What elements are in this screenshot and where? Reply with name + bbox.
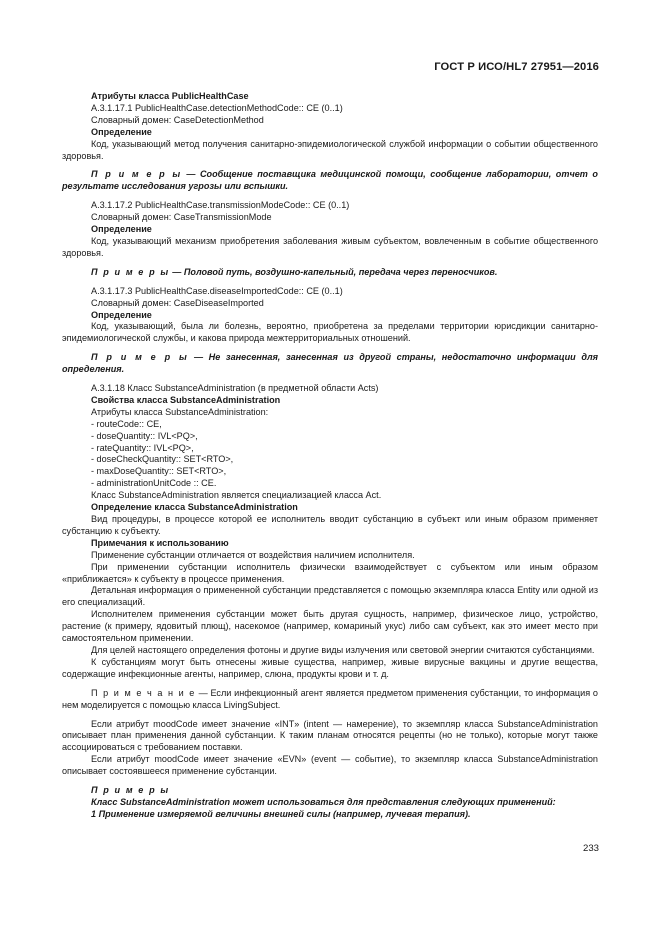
- example-text: — Не занесенная, занесенная из другой страны, недостаточно информации для определения.: [62, 352, 598, 375]
- attribute-item: - administrationUnitCode :: CE.: [91, 478, 217, 489]
- examples-item: 1 Применение измеряемой величины внешней силы (например, лучевая терапия).: [91, 808, 471, 819]
- note-paragraph: [62, 688, 598, 712]
- specialization-text: Класс SubstanceAdministration является специализацией класса Act.: [91, 490, 382, 501]
- attribute-line: A.3.1.17.1 PublicHealthCase.detectionMethodCode:: CE (0..1): [91, 102, 343, 113]
- attribute-item: - rateQuantity:: IVL<PQ>,: [91, 442, 194, 453]
- definition-label: Определение: [91, 224, 152, 235]
- attribute-item: - doseCheckQuantity:: SET<RTO>,: [91, 454, 234, 465]
- attributes-label: Атрибуты класса SubstanceAdministration:: [91, 406, 269, 417]
- examples-label: [62, 785, 598, 797]
- example-label: П р и м е р ы: [91, 266, 170, 277]
- example-text: — Половой путь, воздушно-капельный, передача через переносчиков.: [169, 266, 498, 277]
- document-header: ГОСТ Р ИСО/HL7 27951—2016: [434, 61, 599, 73]
- section-heading: Атрибуты класса PublicHealthCase: [91, 91, 249, 101]
- class-definition-text: Вид процедуры, в процессе которой ее исполнитель вводит субстанцию в субъект или иным образом применяет субстанцию к субъекту.: [62, 514, 598, 536]
- usage-paragraph: Для целей настоящего определения фотоны и другие виды излучения или световой энергии считаются субстанциями.: [91, 644, 595, 655]
- example-text: — Сообщение поставщика медицинской помощи, сообщение лаборатории, отчет о результате исследования угрозы или вспышки.: [62, 169, 598, 192]
- properties-heading: Свойства класса SubstanceAdministration: [91, 394, 281, 405]
- page-body: [62, 91, 598, 821]
- attribute-list: [62, 419, 598, 490]
- class-title: A.3.1.18 Класс SubstanceAdministration (в предметной области Acts): [91, 383, 379, 394]
- usage-paragraph: При применении субстанции исполнитель физически взаимодействует с субъектом или иным образом «приближается» к субъекту в процессе применения.: [62, 561, 598, 584]
- vocabulary-domain: Словарный домен: CaseDiseaseImported: [91, 297, 264, 308]
- example-paragraph: [62, 267, 598, 279]
- usage-paragraph: К субстанциям могут быть отнесены живые существа, например, живые вирусные вакцины и другие вещества, содержащие инфекционные агенты, например, слюна, продукты крови и т. д.: [62, 656, 598, 679]
- vocabulary-domain: Словарный домен: CaseTransmissionMode: [91, 212, 272, 223]
- definition-label: Определение: [91, 309, 152, 320]
- example-label: П р и м е р ы: [91, 352, 189, 363]
- definition-text: Код, указывающий механизм приобретения заболевания живым субъектом, вовлеченным в событие общественного здоровья.: [62, 235, 598, 258]
- page-number: 233: [582, 843, 599, 854]
- definition-text: Код, указывающий, была ли болезнь, вероятно, приобретена за пределами территории юрисдикции санитарно-эпидемиологической службы, и какова природа межтерриториальных отношений.: [62, 321, 598, 344]
- examples-intro: Класс SubstanceAdministration может использоваться для представления следующих применений:: [91, 796, 556, 807]
- usage-paragraph: Применение субстанции отличается от воздействия наличием исполнителя.: [91, 549, 415, 560]
- note-text: — Если инфекционный агент является предметом применения субстанции, то информация о нем моделируется с помощью класса LivingSubject.: [62, 687, 598, 710]
- example-paragraph: [62, 352, 598, 376]
- note-label: П р и м е ч а н и е: [91, 687, 196, 698]
- examples-label-text: П р и м е р ы: [91, 785, 170, 796]
- definition-label: Определение: [91, 126, 152, 137]
- definition-text: Код, указывающий метод получения санитарно-эпидемиологической службой информации о событии общественного здоровья.: [62, 138, 598, 161]
- vocabulary-domain: Словарный домен: CaseDetectionMethod: [91, 114, 264, 125]
- class-definition-heading: Определение класса SubstanceAdministration: [91, 502, 298, 513]
- example-paragraph: [62, 169, 598, 193]
- attribute-item: - maxDoseQuantity:: SET<RTO>,: [91, 466, 227, 477]
- attribute-line: A.3.1.17.3 PublicHealthCase.diseaseImportedCode:: CE (0..1): [91, 285, 343, 296]
- example-label: П р и м е р ы: [91, 169, 182, 180]
- usage-paragraph: Детальная информация о примененной субстанции представляется с помощью экземпляра класса Entity или одной из его специализаций.: [62, 585, 598, 608]
- attribute-item: - doseQuantity:: IVL<PQ>,: [91, 430, 198, 441]
- attribute-line: A.3.1.17.2 PublicHealthCase.transmissionModeCode:: CE (0..1): [91, 200, 350, 211]
- mood-int-paragraph: Если атрибут moodCode имеет значение «INT» (intent — намерение), то экземпляр класса SubstanceAdministration описывает план применения данной субстанции. К таким планам относятся рецепты (но не только), которые могут также ассоциироваться с требованием поставки.: [62, 718, 598, 753]
- attribute-item: - routeCode:: CE,: [91, 418, 162, 429]
- mood-evn-paragraph: Если атрибут moodCode имеет значение «EVN» (event — событие), то экземпляр класса SubstanceAdministration описывает состоявшееся применение субстанции.: [62, 754, 598, 777]
- usage-notes-heading: Примечания к использованию: [91, 537, 229, 548]
- usage-paragraph: Исполнителем применения субстанции может быть другая сущность, например, физическое лицо, устройство, растение (к примеру, ядовитый плющ), насекомое (например, комариный укус) либо сам субъект, как это имеет место при самостоятельном применении.: [62, 609, 598, 644]
